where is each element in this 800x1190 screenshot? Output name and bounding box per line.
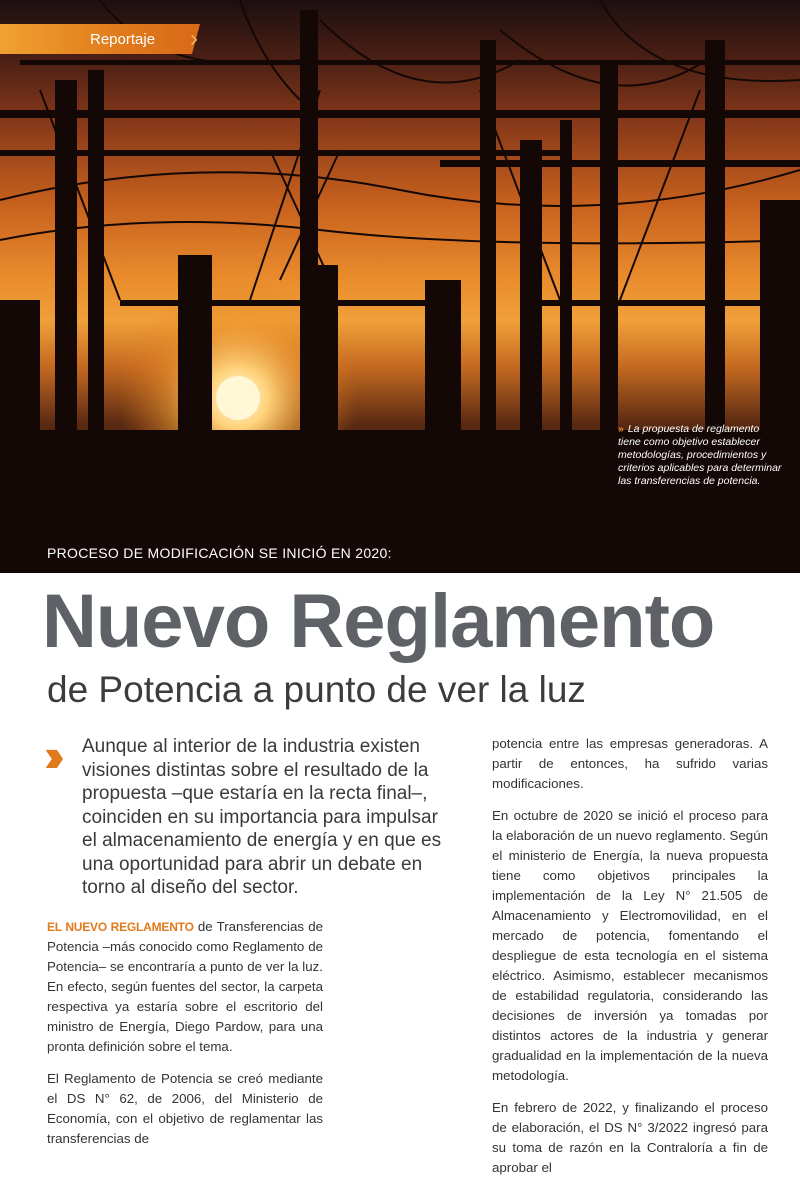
hero-photo [0,0,800,573]
body-paragraph-3: potencia entre las empresas generadoras. A partir de entonces, ha sufrido varias modificaciones. [492,736,768,791]
article-lead: Aunque al interior de la industria existen visiones distintas sobre el resultado de la propuesta –que estaría en la recta final–, coinciden en su importancia para impulsar el almacenamiento de energía y en que es una oportunidad para abrir un debate en torno al diseño del sector. [82,736,442,898]
body-column-right [492,734,768,1190]
body-paragraph-1-text: de Transferencias de Potencia –más conocido como Reglamento de Potencia– se encontraría a punto de ver la luz. En efecto, según fuentes del sector, la carpeta respectiva ya estaría sobre el escritorio del ministro de Energía, Diego Pardow, para una pronta definición sobre el tema. [47,919,323,1054]
photo-caption-text: La propuesta de reglamento tiene como objetivo establecer metodologías, procedimientos y criterios aplicables para determinar las transferencias de potencia. [618,423,782,487]
body-paragraph-5: En febrero de 2022, y finalizando el proceso de elaboración, el DS N° 3/2022 ingresó para su toma de razón en la Contraloría a fin de aprobar el [492,1100,768,1175]
body-paragraph-1 [47,917,323,1057]
section-tag: Reportaje [90,31,156,48]
article-title: Nuevo Reglamento [42,579,715,664]
lead-chevron-icon: ›› [44,729,55,781]
body-paragraph-4: En octubre de 2020 se inició el proceso para la elaboración de un nuevo reglamento. Según el ministerio de Energía, la nueva propuesta tiene como objetivos principales la implementación de la Ley N° 21.505 de Almacenamiento y Electromovilidad, en el mercado de potencia, fomentando el despliegue de esta tecnología en el sistema eléctrico. Asimismo, establecer mecanismos de estabilidad regulatoria, considerando las decisiones de inversión ya tomadas por distintos actores de la industria y generar gradualidad en la implementación de la nueva metodología. [492,808,768,1083]
article-subtitle: de Potencia a punto de ver la luz [47,669,586,710]
article-kicker: PROCESO DE MODIFICACIÓN SE INICIÓ EN 2020: [47,545,392,561]
body-paragraph-2: El Reglamento de Potencia se creó mediante el DS N° 62, de 2006, del Ministerio de Economía, con el objetivo de reglamentar las transferencias de [47,1071,323,1146]
tag-chevron-icon: › [190,25,198,52]
caption-chevron-icon: » [618,423,624,435]
body-lead-in: EL NUEVO REGLAMENTO [47,920,194,934]
body-column-left [47,917,323,1161]
photo-caption [618,423,783,488]
